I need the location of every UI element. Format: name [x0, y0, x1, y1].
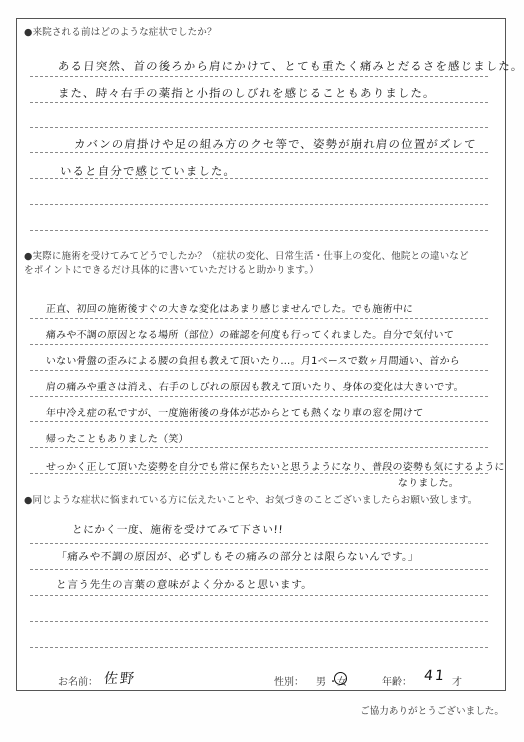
answer-line [30, 421, 488, 422]
handwritten-line: 帰ったこともありました（笑） [45, 434, 190, 445]
answer-line [30, 647, 488, 648]
handwritten-line: せっかく正して頂いた姿勢を自分でも常に保ちたいと思うようになり、普段の姿勢も気にするように [45, 462, 506, 473]
handwritten-line: また、時々右手の薬指と小指のしびれを感じることもありました。 [57, 86, 437, 100]
question-2: ●実際に施術を受けてみてどうでしたか？（症状の変化、日常生活・仕事上の変化、他院との違いなど をポイントにできるだけ具体的に書いていただけると助かります。） [24, 251, 469, 276]
handwritten-line: 「痛みや不調の原因が、必ずしもその痛みの部分とは限らないんです。」 [55, 551, 420, 563]
name-label: お名前： [58, 677, 98, 688]
handwritten-line: とにかく一度、施術を受けてみて下さい!! [71, 524, 284, 536]
name-value: 佐野 [103, 671, 137, 687]
age-unit: 才 [452, 677, 462, 688]
answer-line [30, 204, 488, 205]
question-3: ●同じような症状に悩まれている方に伝えたいことや、お気づきのことございましたらお願い致します。 [24, 495, 478, 506]
question-1: ●来院される前はどのような症状でしたか？ [24, 27, 217, 38]
handwritten-line: いない骨盤の歪みによる腰の負担も教えて頂いたり…。月1ペースで数ヶ月間通い、首から [45, 356, 461, 367]
age-value: 41 [423, 668, 447, 684]
handwritten-line: なりました。 [397, 478, 460, 489]
gender-label: 性別： [274, 677, 304, 688]
handwritten-line: 肩の痛みや重さは消え、右手のしびれの原因も教えて頂いたり、身体の変化は大きいです。 [45, 382, 465, 393]
answer-line [30, 595, 488, 596]
gender-option-female: 女 [337, 677, 347, 688]
answer-line [30, 152, 488, 153]
answer-line [30, 621, 488, 622]
answer-line [30, 127, 488, 128]
answer-line [30, 318, 488, 319]
answer-line [30, 102, 488, 103]
answer-line [30, 370, 488, 371]
handwritten-line: 年中冷え症の私ですが、一度施術後の身体が芯からとても熱くなり車の窓を開けて [45, 408, 424, 419]
selection-circle-icon [334, 672, 347, 685]
answer-line [30, 230, 488, 231]
handwritten-line: ある日突然、首の後ろから肩にかけて、とても重たく痛みとだるさを感じました。 [57, 59, 524, 73]
answer-line [30, 447, 488, 448]
gender-option-male: 男 [316, 677, 326, 688]
answer-line [30, 543, 488, 544]
handwritten-line: いると自分で感じていました。 [59, 164, 237, 178]
handwritten-line: と言う先生の言葉の意味がよく分かると思います。 [55, 579, 313, 591]
handwritten-line: 正直、初回の施術後すぐの大きな変化はあまり感じませんでした。でも施術中に [45, 304, 414, 315]
answer-line [30, 344, 488, 345]
thanks-note: ご協力ありがとうございました。 [360, 706, 504, 717]
handwritten-line: 痛みや不調の原因となる場所（部位）の確認を何度も行ってくれました。自分で気付いて [45, 330, 455, 341]
answer-line [30, 396, 488, 397]
gender-separator: ・ [328, 677, 338, 688]
answer-line [30, 76, 488, 77]
answer-line [30, 569, 488, 570]
handwritten-line: カバンの肩掛けや足の組み方のクセ等で、姿勢が崩れ肩の位置がズレて [73, 137, 478, 151]
age-label: 年齢： [382, 677, 412, 688]
